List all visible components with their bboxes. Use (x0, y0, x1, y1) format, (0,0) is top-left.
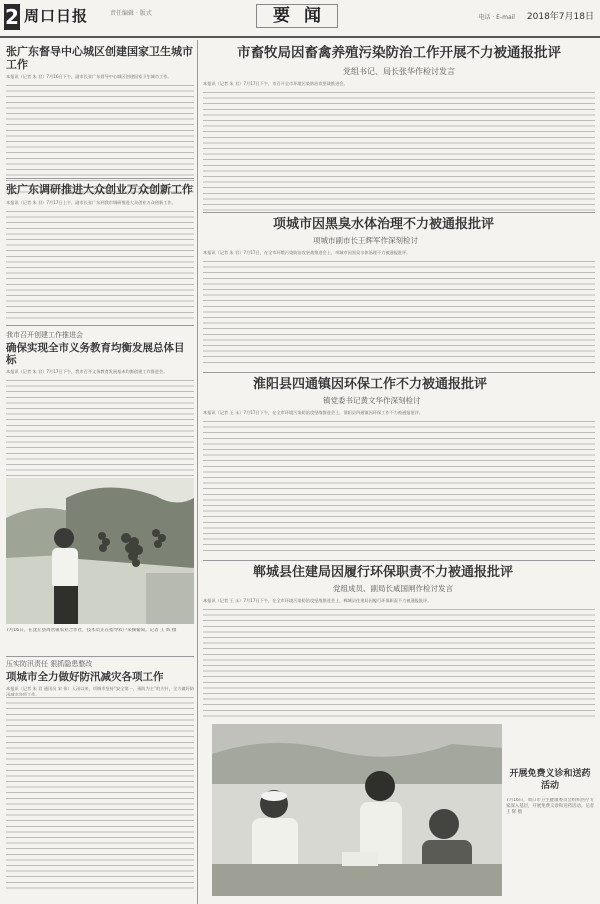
article-lead: 本报讯（记者 朱 君 通讯员 宋 伟）入汛以来，项城市坚持“安全第一，预防为主”的方针，全力做好防汛减灾各项工作。 (6, 686, 194, 697)
article-text-block (6, 697, 194, 893)
article-text-block (203, 609, 595, 721)
article-flood-control (6, 660, 194, 893)
headline-block (203, 378, 595, 406)
article-lead: 本报讯（记者 朱 君）7月16日下午，副市长张广东督导中心城区创建国家卫生城市工作。 (6, 74, 172, 80)
article-subtitle: 党组成员、副局长咸国闸作检讨发言 (333, 583, 453, 593)
article-lead: 本报讯（记者 朱 君）7月17日上午，副市长张广东到我市调研推进大众创业万众创新工作。 (6, 199, 176, 205)
article-text-block (203, 421, 595, 553)
article-dancheng-housing (203, 566, 595, 721)
email-line: 电话 · E-mail (478, 14, 515, 21)
divider (203, 560, 595, 561)
article-subtitle: 项城市副市长王辉军作深刻检讨 (313, 235, 418, 245)
article-text-block (6, 211, 194, 323)
photo-caption: 7月16日，在沈丘县周营镇农业合作社，技术员正在指导农户采摘葡萄。记者 王 辉 摄 (6, 628, 177, 633)
paper-name: 周口日报 (24, 7, 89, 25)
article-black-water (203, 218, 595, 365)
clinic-photo-text (506, 768, 594, 890)
masthead (0, 0, 600, 38)
divider (203, 212, 595, 213)
headline-block (203, 218, 595, 246)
masthead-right (478, 12, 594, 22)
photo-title: 开展免费义诊和送药活动 (509, 769, 591, 791)
article-text-block (6, 85, 194, 197)
article-subtitle: 镇党委书记黄文华作深刻检讨 (323, 395, 421, 405)
article-title: 张广东调研推进大众创业万众创新工作 (6, 183, 193, 196)
grape-photo-illustration (6, 478, 194, 624)
article-lead: 本报讯（记者 朱 君）7月17日下午，我市召开义务教育发展基本均衡创建工作推进会。 (6, 369, 168, 375)
headline-block (203, 566, 595, 594)
article-lead: 本报讯（记者 王 永）7月17日下午，在全市环境污染防治攻坚战推进会上，郸城县住建局因履行环保职责不力被通报批评。 (203, 597, 432, 603)
article-title: 项城市因黑臭水体治理不力被通报批评 (273, 217, 495, 232)
article-text-block (203, 92, 595, 212)
article-title: 淮阳县四通镇因环保工作不力被通报批评 (253, 377, 488, 392)
lead-article-livestock (203, 46, 595, 212)
article-lead: 本报讯（记者 朱 君）7月17日，在全市环境污染防治攻坚战推进会上，项城市因黑臭水体治理不力被通报批评。 (203, 249, 411, 255)
article-title: 市畜牧局因畜禽养殖污染防治工作开展不力被通报批评 (237, 45, 561, 61)
article-sanitary-city (6, 46, 194, 197)
article-sitong-town (203, 378, 595, 553)
article-kicker: 我市召开创建工作推进会 (6, 331, 83, 339)
divider (6, 178, 194, 179)
divider (6, 325, 194, 326)
issue-date: 2018年7月18日 (526, 12, 594, 22)
article-lead: 本报讯（记者 王 永）7月17日下午，在全市环境污染防治攻坚战推进会上，淮阳县四通镇因环保工作不力被通报批评。 (203, 409, 424, 415)
section-title: 要闻 (256, 4, 338, 28)
free-clinic-photo (212, 724, 502, 896)
divider (6, 656, 194, 657)
photo-caption: 7月16日，周口市卫生健康委员会组织医疗专家深入基层，开展免费义诊和送药活动。记者 王 辉 摄 (506, 798, 594, 815)
article-subtitle: 党组书记、局长张华作检讨发言 (343, 66, 455, 76)
article-lead: 本报讯（记者 朱 君）7月17日下午，市召开全市环境污染防治攻坚战推进会。 (203, 80, 348, 86)
article-innovation (6, 184, 194, 323)
clinic-photo-illustration (212, 724, 502, 896)
article-text-block (203, 261, 595, 365)
article-title: 张广东督导中心城区创建国家卫生城市工作 (6, 45, 193, 71)
page-number: 2 (5, 5, 19, 29)
divider (203, 372, 595, 373)
article-title: 确保实现全市义务教育均衡发展总体目标 (6, 342, 185, 367)
editor-line: 责任编辑 · 版式 (110, 10, 152, 17)
article-education (6, 331, 194, 480)
article-title: 项城市全力做好防汛减灾各项工作 (6, 671, 164, 683)
article-text-block (6, 380, 194, 480)
article-title: 郸城县住建局因履行环保职责不力被通报批评 (253, 565, 514, 580)
column-divider (197, 40, 198, 904)
grape-harvest-photo (6, 478, 194, 624)
article-kicker: 压实防汛责任 狠抓隐患整改 (6, 660, 93, 668)
